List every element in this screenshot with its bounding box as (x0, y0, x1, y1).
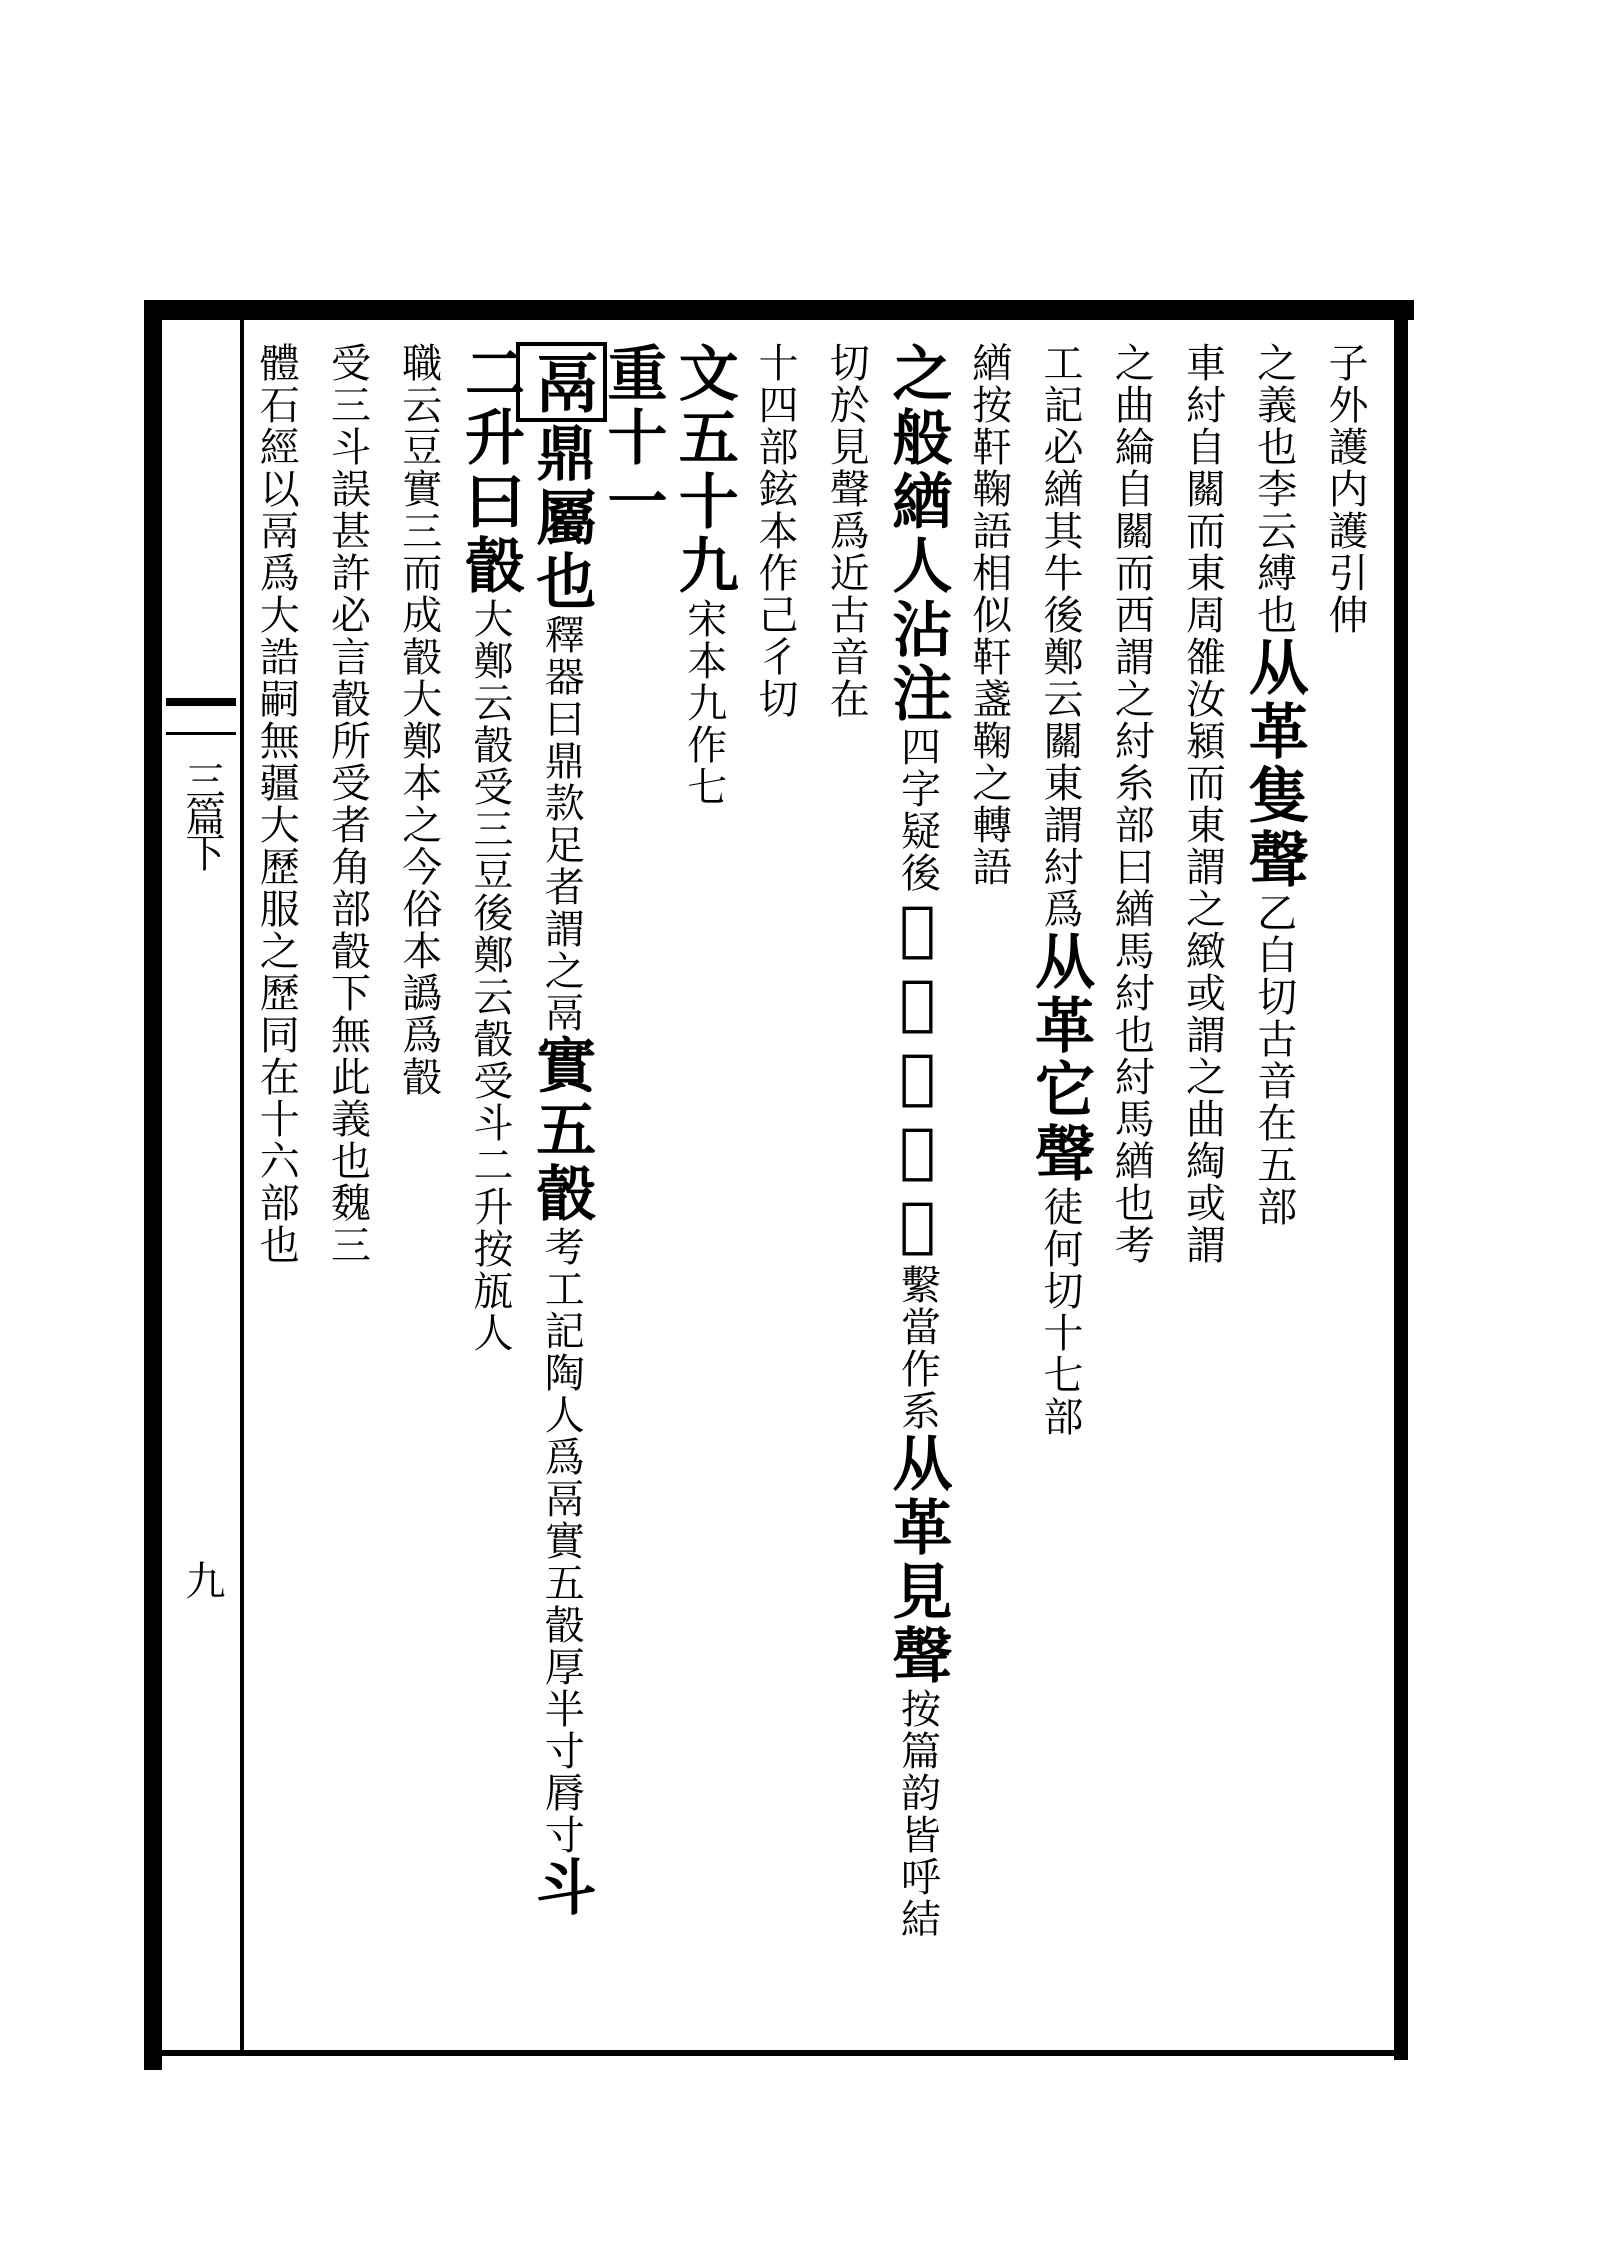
text-column (1174, 342, 1245, 2042)
main-text: 从革隻聲 (1238, 636, 1309, 892)
frame-right-border (1394, 300, 1408, 2060)
text-column (455, 342, 533, 2042)
text-column (319, 342, 390, 2042)
text-column (961, 342, 1032, 2042)
annotation-text: 釋器曰鼎款足者謂之鬲 (538, 614, 585, 1034)
annotation-text: 按篇韵皆呼結 (894, 1688, 941, 1940)
annotation-text: 乙白切古音在五部 (1250, 892, 1297, 1228)
annotation-text: 受三斗誤甚許必言瞉所受者角部瞉下無此義也魏三 (324, 342, 371, 1266)
main-text: 从革它聲 (1025, 930, 1095, 1186)
annotation-text: 緧按靬鞠語相似靬盞鞠之轉語 (965, 342, 1012, 888)
frame-left-border (144, 300, 162, 2070)
main-text: 𩍐 (882, 894, 953, 968)
annotation-text: 體石經以鬲爲大誥嗣無疆大歷服之歷同在十六部也 (253, 342, 300, 1266)
text-column (1317, 342, 1388, 2042)
main-text: 繫牛脛也 (882, 968, 953, 1264)
frame-top-border (144, 300, 1414, 320)
text-column (1103, 342, 1174, 2042)
text-column (882, 342, 960, 2042)
text-column (668, 342, 747, 2042)
main-text: 从革見聲 (882, 1432, 953, 1688)
folio-title: 三篇下 (179, 760, 225, 868)
annotation-text: 之義也李云縛也 (1250, 342, 1297, 636)
main-text: 實五瞉 (526, 1034, 597, 1226)
text-column (818, 342, 889, 2042)
main-text: 之般緧人沾注 (882, 342, 953, 726)
main-text: 斗 (526, 1856, 597, 1920)
annotation-text: 切於見聲爲近古音在 (823, 342, 870, 720)
seal-head-character: 鬲 (516, 342, 607, 422)
annotation-text: 之曲綸自關而西謂之紂糸部曰緧馬紂也紂馬緧也考 (1108, 342, 1155, 1266)
text-column (1238, 342, 1317, 2042)
annotation-text: 子外護内護引伸 (1322, 342, 1368, 636)
annotation-text: 職云豆實三而成瞉大鄭本之今俗本譌爲瞉 (395, 342, 442, 1098)
folio-strip (162, 320, 244, 2050)
main-text: 二升曰瞉 (455, 342, 525, 598)
text-column (597, 342, 675, 2042)
annotation-text: 車紂自關而東周雒汝潁而東謂之緻或謂之曲綯或謂 (1179, 342, 1226, 1266)
text-column (524, 342, 604, 2042)
fishtail-mark (166, 698, 236, 735)
text-column (248, 342, 319, 2042)
annotation-text: 工記必緧其牛後鄭云關東謂紂爲 (1037, 342, 1083, 930)
main-text: 文五十九 (668, 342, 739, 598)
annotation-text: 宋本九作七 (680, 598, 727, 808)
annotation-text: 十四部鉉本作己彳切 (752, 342, 798, 720)
text-column (1025, 342, 1103, 2042)
annotation-text: 大鄭云瞉受三豆後鄭云瞉受斗二升按瓬人 (467, 598, 513, 1354)
annotation-text: 徒何切十七部 (1037, 1186, 1083, 1438)
text-column (391, 342, 462, 2042)
text-body (248, 322, 1388, 2042)
main-text: 重十一 (597, 342, 668, 534)
text-column (747, 342, 818, 2042)
annotation-text: 考工記陶人爲鬲實五瞉厚半寸脣寸 (538, 1226, 585, 1856)
main-text: 鼎屬也 (526, 422, 597, 614)
folio-page-number: 九 (179, 1560, 225, 1600)
frame-bottom-border (144, 2050, 1408, 2056)
annotation-text: 繫當作系 (894, 1264, 941, 1432)
annotation-text: 四字疑後 (894, 726, 941, 894)
